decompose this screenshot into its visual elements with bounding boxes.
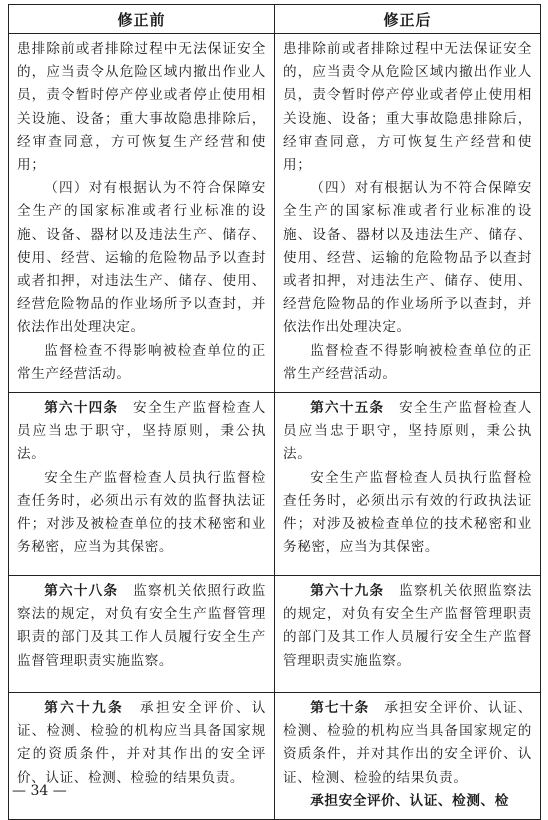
article-number: 第六十五条	[310, 400, 385, 417]
article-number: 第六十四条	[44, 400, 119, 417]
clause-paragraph	[17, 38, 266, 177]
paragraph-text: 安全生产监督检查人员应当忠于职守，坚持原则，秉公执法。	[17, 400, 267, 463]
paragraph-text: （四）对有根据认为不符合保障安全生产的国家标准或者行业标准的设施、设备、器材以及违法生产、储存、使用、经营、运输的危险物品予以查封或者扣押，对违法生产、储存、使用、经营危险物品的作业场所予以查封，并依法作出处理决定。	[17, 180, 266, 336]
table-row	[9, 576, 541, 693]
before-cell	[9, 393, 275, 576]
article-number: 第七十条	[310, 700, 370, 717]
clause-paragraph	[17, 580, 266, 673]
before-cell	[9, 34, 275, 393]
paragraph-text: 监督检查不得影响被检查单位的正常生产经营活动。	[283, 342, 532, 382]
clause-paragraph	[17, 177, 266, 339]
paragraph-text: 安全生产监督检查人员应当忠于职守，坚持原则，秉公执法。	[283, 400, 533, 463]
after-cell	[275, 34, 541, 393]
paragraph-text: 监察机关依照行政监察法的规定，对负有安全生产监督管理职责的部门及其工作人员履行安全生产监督管理职责实施监察。	[17, 583, 267, 669]
clause-paragraph	[283, 467, 532, 560]
after-cell	[275, 693, 541, 820]
header-after: 修正后	[275, 5, 541, 34]
paragraph-text: 承担安全评价、认证、检测、检验的机构应当具备国家规定的资质条件，并对其作出的安全评价、认证、检测、检验的结果负责。	[283, 700, 532, 786]
clause-paragraph	[283, 580, 532, 673]
paragraph-text: 安全生产监督检查人员执行监督检查任务时，必须出示有效的监督执法证件；对涉及被检查单位的技术秘密和业务秘密，应当为其保密。	[17, 469, 266, 556]
clause-paragraph	[17, 340, 266, 386]
clause-paragraph	[283, 397, 532, 467]
before-cell	[9, 693, 275, 820]
clause-paragraph	[283, 177, 532, 339]
article-number: 承担安全评价、认证、检测、检	[310, 792, 509, 809]
after-cell	[275, 576, 541, 693]
table-row	[9, 393, 541, 576]
table-row	[9, 34, 541, 393]
paragraph-text: 承担安全评价、认证、检测、检验的机构应当具备国家规定的资质条件，并对其作出的安全评价、认证、检测、检验的结果负责。	[17, 700, 267, 786]
paragraph-text: 监督检查不得影响被检查单位的正常生产经营活动。	[17, 342, 266, 382]
clause-paragraph	[17, 397, 266, 467]
clause-paragraph	[17, 467, 266, 560]
table-row	[9, 693, 541, 820]
paragraph-text: 患排除前或者排除过程中无法保证安全的，应当责令从危险区域内撤出作业人员，责令暂时停产停业或者停止使用相关设施、设备；重大事故隐患排除后，经审查同意，方可恢复生产经营和使用；	[283, 41, 532, 174]
clause-paragraph	[283, 697, 532, 790]
paragraph-text: 患排除前或者排除过程中无法保证安全的，应当责令从危险区域内撤出作业人员，责令暂时停产停业或者停止使用相关设施、设备；重大事故隐患排除后，经审查同意，方可恢复生产经营和使用；	[17, 41, 266, 174]
header-before: 修正前	[9, 5, 275, 34]
paragraph-text: （四）对有根据认为不符合保障安全生产的国家标准或者行业标准的设施、设备、器材以及违法生产、储存、使用、经营、运输的危险物品予以查封或者扣押，对违法生产、储存、使用、经营危险物品的作业场所予以查封，并依法作出处理决定。	[283, 180, 532, 336]
paragraph-text: 安全生产监督检查人员执行监督检查任务时，必须出示有效的行政执法证件；对涉及被检查单位的技术秘密和业务秘密，应当为其保密。	[283, 469, 532, 556]
article-number: 第六十九条	[310, 583, 385, 600]
article-number: 第六十九条	[44, 700, 125, 717]
before-cell	[9, 576, 275, 693]
clause-paragraph	[283, 340, 532, 386]
clause-paragraph	[17, 697, 266, 790]
article-number: 第六十八条	[44, 583, 119, 600]
page-number: — 34 —	[12, 783, 67, 799]
comparison-table	[8, 4, 541, 820]
clause-paragraph	[283, 38, 532, 177]
header-row	[9, 5, 541, 34]
paragraph-text: 监察机关依照监察法的规定，对负有安全生产监督管理职责的部门及其工作人员履行安全生产监督管理职责实施监察。	[283, 583, 533, 669]
after-cell	[275, 393, 541, 576]
